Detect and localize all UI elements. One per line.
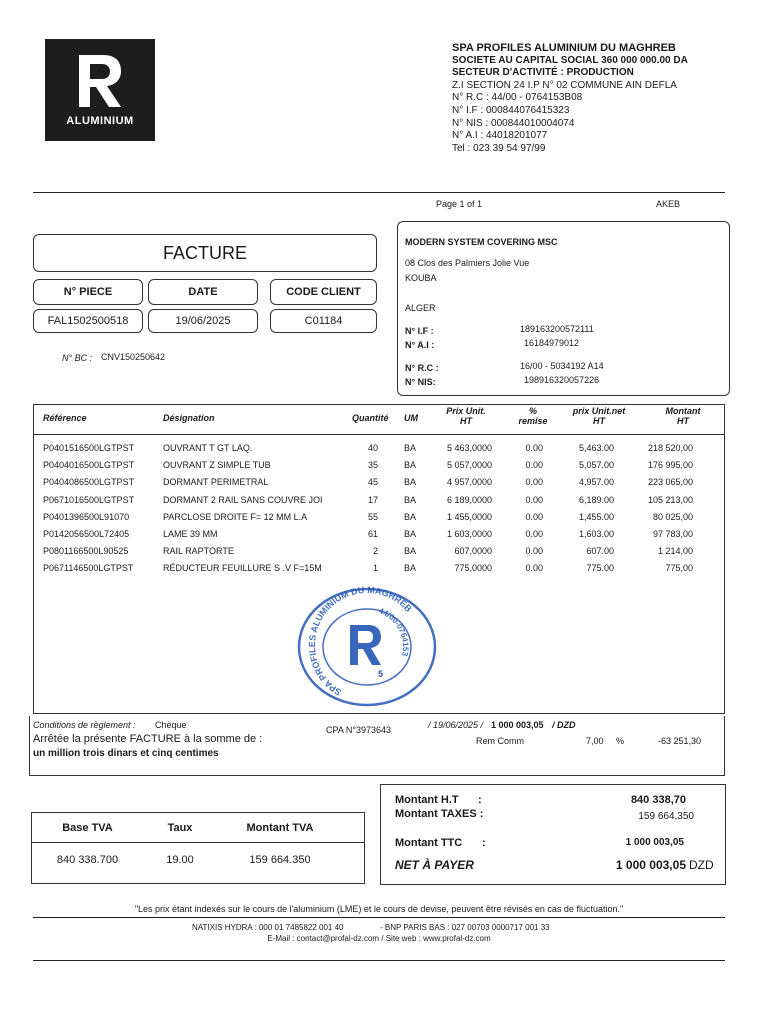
table-cell-mt: 97 783,00	[652, 529, 693, 539]
customer-rc-label: N° R.C :	[405, 363, 439, 373]
table-cell-pu: 1 603,0000	[446, 529, 492, 539]
rem-comm-pct-sign: %	[616, 736, 625, 746]
col-um-header: UM	[404, 413, 418, 423]
table-cell-rem: 0.00	[525, 529, 543, 539]
value-piece: FAL1502500518	[33, 309, 143, 333]
table-cell-pu: 4 957,0000	[446, 477, 492, 488]
table-cell-pn: 1,455.00	[578, 511, 614, 522]
table-cell-pu: 1 455,0000	[446, 511, 492, 522]
table-cell-ref: P0401396500L91070	[43, 511, 130, 522]
table-cell-um: BA	[404, 443, 417, 453]
table-cell-mt: 176 995,00	[647, 460, 693, 471]
footer-note: "Les prix étant indexés sur le cours de l'aluminium (LME) et le cours de devise, peuvent être révisés en cas de fluctuation."	[134, 904, 624, 914]
tva-montant-header: Montant TVA	[246, 822, 314, 834]
table-cell-ref: P0671146500LGTPST	[43, 563, 134, 574]
total-ht-colon: :	[478, 794, 482, 806]
company-sector: SECTEUR D'ACTIVITÉ : PRODUCTION	[452, 67, 634, 79]
table-cell-pn: 5,463.00	[578, 443, 614, 453]
table-cell-rem: 0.00	[525, 511, 543, 522]
payment-cpa: CPA N°3973643	[326, 725, 391, 735]
footer-divider-2	[33, 960, 725, 961]
table-cell-pu: 775,0000	[454, 563, 492, 574]
stamp-outer-text: SPA PROFILES ALUMINIUM DU MAGHREB	[307, 585, 414, 698]
payment-amount: 1 000 003,05	[491, 720, 544, 730]
table-cell-mt: 218 520,00	[647, 443, 693, 453]
header-divider	[33, 192, 725, 193]
company-logo	[45, 39, 155, 141]
table-cell-um: BA	[404, 546, 417, 557]
col-qty-header: Quantité	[352, 413, 389, 423]
table-cell-des: RÉDUCTEUR FEUILLURE S .V F=15M	[163, 563, 322, 574]
customer-address-2: KOUBA	[405, 273, 437, 283]
tva-divider	[31, 842, 365, 843]
total-ttc-label: Montant TTC	[395, 837, 463, 849]
table-cell-um: BA	[404, 529, 417, 539]
customer-nis-value: 198916320057226	[524, 375, 600, 385]
table-cell-pu: 607,0000	[454, 546, 492, 557]
table-cell-ref: P0404086500LGTPST	[43, 477, 135, 488]
table-cell-qty: 35	[367, 460, 378, 471]
table-cell-des: LAME 39 MM	[163, 529, 218, 539]
table-cell-ref: P0142056500L72405	[43, 529, 130, 539]
customer-address-3: ALGER	[405, 303, 436, 313]
table-cell-rem: 0.00	[525, 546, 543, 557]
page-number: Page 1 of 1	[436, 199, 483, 209]
company-nis: N° NIS : 000844010004074	[452, 117, 575, 129]
logo-text: ALUMINIUM	[66, 115, 134, 127]
rem-comm-pct: 7,00	[586, 736, 604, 746]
table-cell-pn: 6,189.00	[578, 494, 614, 505]
table-cell-mt: 223 065,00	[647, 477, 693, 488]
company-info	[452, 42, 688, 155]
table-cell-des: DORMANT 2 RAIL SANS COUVRE JOI	[163, 494, 323, 505]
table-cell-qty: 45	[367, 477, 378, 488]
svg-text:44/00-0764153	[378, 606, 411, 657]
total-taxes-value: 159 664,350	[638, 811, 694, 822]
table-cell-rem: 0.00	[525, 563, 543, 574]
company-tel: Tel : 023 39 54 97/99	[452, 142, 546, 154]
table-cell-mt: 105 213,00	[647, 494, 693, 505]
company-capital: SOCIETE AU CAPITAL SOCIAL 360 000 000.00 DA	[452, 54, 688, 66]
table-cell-pu: 6 189,0000	[446, 494, 492, 505]
customer-name: MODERN SYSTEM COVERING MSC	[405, 237, 558, 247]
customer-nis-label: N° NIS:	[405, 377, 436, 387]
table-cell-um: BA	[404, 460, 417, 471]
col-des-header: Désignation	[163, 413, 215, 423]
table-cell-mt: 775,00	[665, 563, 693, 574]
table-cell-ref: P0404016500LGTPST	[43, 460, 135, 471]
table-cell-qty: 1	[372, 563, 378, 574]
table-cell-um: BA	[404, 563, 417, 574]
stamp-inner-text: 44/00-0764153	[377, 606, 411, 657]
company-rc: N° R.C : 44/00 - 0764153B08	[452, 92, 583, 104]
net-label: NET À PAYER	[395, 858, 474, 872]
customer-rc-value: 16/00 - 5034192 A14	[520, 361, 604, 371]
tva-base-header: Base TVA	[62, 822, 113, 834]
payment-date: / 19/06/2025 /	[428, 720, 484, 730]
page-user: AKEB	[656, 199, 681, 209]
table-cell-rem: 0.00	[525, 494, 543, 505]
table-cell-pu: 5 057,0000	[446, 460, 492, 471]
total-ttc-value: 1 000 003,05	[625, 837, 684, 848]
table-cell-um: BA	[404, 511, 417, 522]
table-cell-pn: 775.00	[586, 563, 614, 574]
company-stamp	[292, 585, 442, 715]
customer-if-value: 189163200572111	[520, 324, 594, 334]
table-cell-rem: 0.00	[525, 460, 543, 471]
company-address: Z.I SECTION 24 I.P N° 02 COMMUNE AIN DEFLA	[452, 79, 677, 91]
document-title: FACTURE	[33, 234, 377, 272]
rem-comm-label: Rem Comm	[476, 736, 525, 746]
footer-bank-1: NATIXIS HYDRA : 000 01 7485822 001 40	[192, 923, 344, 932]
company-if: N° I.F : 000844076415323	[452, 104, 570, 116]
total-ht-value: 840 338,70	[630, 794, 686, 806]
tva-taux-header: Taux	[167, 822, 193, 834]
table-cell-qty: 17	[367, 494, 378, 505]
items-header-divider	[33, 434, 725, 435]
total-ht-label: Montant H.T	[395, 794, 459, 806]
net-value: 1 000 003,05	[615, 858, 686, 872]
payment-words: un million trois dinars et cinq centimes	[33, 748, 219, 759]
table-cell-des: OUVRANT Z SIMPLE TUB	[163, 460, 271, 471]
col-ref-header: Référence	[43, 413, 87, 423]
customer-address-1: 08 Clos des Palmiers Jolie Vue	[405, 258, 530, 268]
table-cell-pu: 5 463,0000	[446, 443, 492, 453]
logo-r-mark	[75, 53, 125, 109]
footer-email: E-Mail : contact@profal-dz.com / Site web : www.profal-dz.com	[267, 934, 491, 943]
table-cell-um: BA	[404, 477, 417, 488]
table-cell-qty: 40	[367, 443, 378, 453]
table-cell-pn: 4,957.00	[578, 477, 614, 488]
rem-comm-value: -63 251,30	[658, 736, 702, 746]
table-cell-ref: P0801166500L90525	[43, 546, 129, 557]
header-client: CODE CLIENT	[270, 279, 377, 305]
customer-ai-value: 16184979012	[524, 338, 580, 348]
table-cell-des: OUVRANT T GT LAQ.	[163, 443, 253, 453]
total-taxes-label: Montant TAXES :	[395, 808, 484, 820]
table-cell-mt: 1 214,00	[657, 546, 693, 557]
value-date: 19/06/2025	[148, 309, 258, 333]
col-pu-header: Prix Unit. HT	[446, 406, 486, 426]
bc-value: CNV150250642	[101, 352, 166, 362]
table-cell-pn: 607.00	[586, 546, 614, 557]
table-cell-qty: 2	[372, 546, 378, 557]
customer-if-label: N° I.F :	[405, 326, 434, 336]
table-cell-des: RAIL RAPTORTE	[163, 546, 234, 557]
table-cell-ref: P0671016500LGTPST	[43, 494, 135, 505]
company-name: SPA PROFILES ALUMINIUM DU MAGHREB	[452, 42, 676, 54]
table-cell-ref: P0401516500LGTPST	[43, 443, 135, 453]
footer-divider-1	[33, 917, 725, 918]
bc-label: N° BC :	[62, 353, 93, 363]
total-ttc-colon: :	[482, 837, 486, 849]
tva-base-value: 840 338.700	[56, 854, 119, 866]
table-cell-rem: 0.00	[525, 477, 543, 488]
col-mt-header: Montant HT	[665, 406, 701, 426]
table-cell-rem: 0.00	[525, 443, 543, 453]
table-cell-des: PARCLOSE DROITE F= 12 MM L.A	[163, 511, 308, 522]
company-ai: N° A.I : 44018201077	[452, 130, 548, 142]
stamp-number: 5	[378, 669, 384, 679]
table-cell-pn: 5,057.00	[578, 460, 614, 471]
payment-currency: / DZD	[552, 720, 576, 730]
table-cell-qty: 61	[367, 529, 378, 539]
table-cell-qty: 55	[367, 511, 378, 522]
payment-cond-value: Chèque	[155, 720, 187, 730]
col-rem-header: % remise	[518, 406, 548, 426]
payment-arrete: Arrêtée la présente FACTURE à la somme de :	[33, 733, 263, 745]
tva-taux-value: 19.00	[166, 854, 194, 866]
table-cell-des: DORMANT PERIMETRAL	[163, 477, 269, 488]
table-cell-mt: 80 025,00	[652, 511, 693, 522]
footer-bank-2: - BNP PARIS BAS : 027 00703 0000717 001 33	[380, 923, 550, 932]
customer-ai-label: N° A.I :	[405, 340, 435, 350]
table-cell-pn: 1,603.00	[578, 529, 614, 539]
table-cell-um: BA	[404, 494, 417, 505]
tva-montant-value: 159 664.350	[249, 854, 311, 866]
payment-cond-label: Conditions de règlement :	[33, 720, 136, 730]
net-currency: DZD	[689, 858, 714, 872]
header-date: DATE	[148, 279, 258, 305]
value-client: C01184	[270, 309, 377, 333]
col-pn-header: prix Unit.net HT	[572, 406, 626, 426]
header-piece: N° PIECE	[33, 279, 143, 305]
